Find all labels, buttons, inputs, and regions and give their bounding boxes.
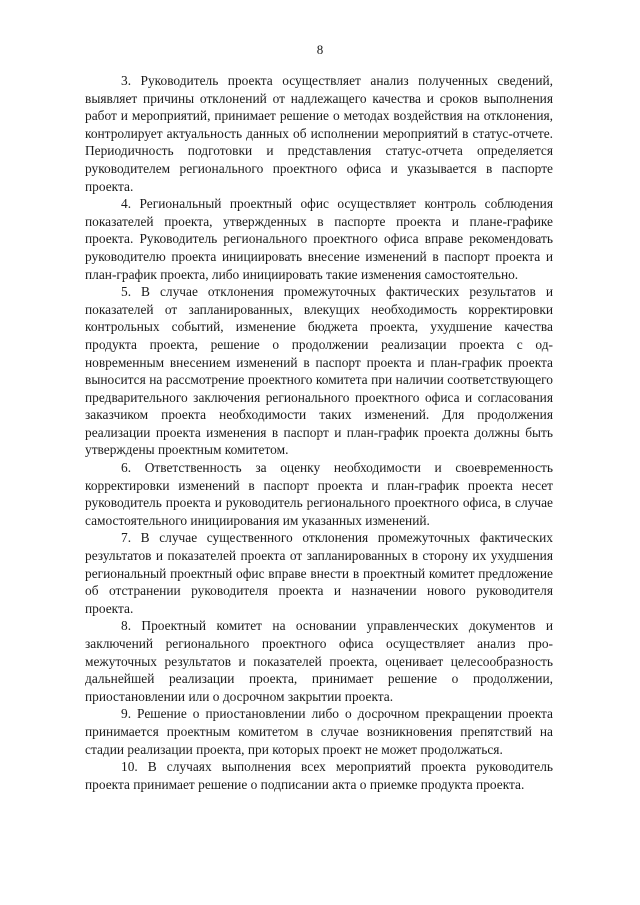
paragraph-6: 6. Ответственность за оценку необходимости и своевременность корректировки изменений в паспорт проекта и план-график проекта несет руководитель проекта и руководитель регионального проектного офиса, в случае самостоятельного инициирования им указанных изменений. <box>85 460 553 528</box>
paragraph-8: 8. Проектный комитет на основании управленческих документов и заключений регионального проектного офиса осуществляет анализ промежуточных результатов и показателей проекта, оценивает целесообразность дальнейшей реализации проекта, принимает решение о продолжении, приостановлении или о досрочном закрытии проекта. <box>85 618 553 704</box>
paragraph-9: 9. Решение о приостановлении либо о досрочном прекращении проекта принимается проектным комитетом в случае возникновения препятствий на стадии реализации проекта, при которых проект не может продолжаться. <box>85 706 553 757</box>
paragraph-3: 3. Руководитель проекта осуществляет анализ полученных сведений, выявляет причины отклонений от надлежащего качества и сроков выполнения работ и мероприятий, принимает решение о методах воздействия на отклонения, контролирует актуальность данных об исполнении мероприятий в статус-отчете. Периодичность подготовки и представления статус-отчета определяется руководителем регионального проектного офиса и указывается в паспорте проекта. <box>85 73 553 194</box>
document-body <box>85 72 553 793</box>
paragraph-5: 5. В случае отклонения промежуточных фактических результатов и показателей от запланированных, влекущих необходимость корректировки контрольных событий, изменение бюджета проекта, ухудшение качества продукта проекта, решение о продолжении реализации проекта с одновременным внесением изменений в паспорт проекта и план-график проекта выносится на рассмотрение проектного комитета при наличии соответствующего предварительного заключения регионального проектного офиса и согласования заказчиком проекта необходимости таких изменений. Для продолжения реализации проекта изменения в паспорт и план-график проекта должны быть утверждены проектным комитетом. <box>85 284 553 458</box>
paragraph-7: 7. В случае существенного отклонения промежуточных фактических результатов и показателей проекта от запланированных в сторону их ухудшения региональный проектный офис вправе внести в проектный комитет предложение об отстранении руководителя проекта и назначении нового руководителя проекта. <box>85 530 553 616</box>
paragraph-10: 10. В случаях выполнения всех мероприятий проекта руководитель проекта принимает решение о подписании акта о приемке продукта проекта. <box>85 759 553 792</box>
page-number: 8 <box>316 42 324 57</box>
paragraph-4: 4. Региональный проектный офис осуществляет контроль соблюдения показателей проекта, утвержденных в паспорте проекта и плане-графике проекта. Руководитель регионального проектного офиса вправе рекомендовать руководителю проекта инициировать внесение изменений в паспорт проекта и план-график проекта, либо инициировать такие изменения самостоятельно. <box>85 196 553 282</box>
